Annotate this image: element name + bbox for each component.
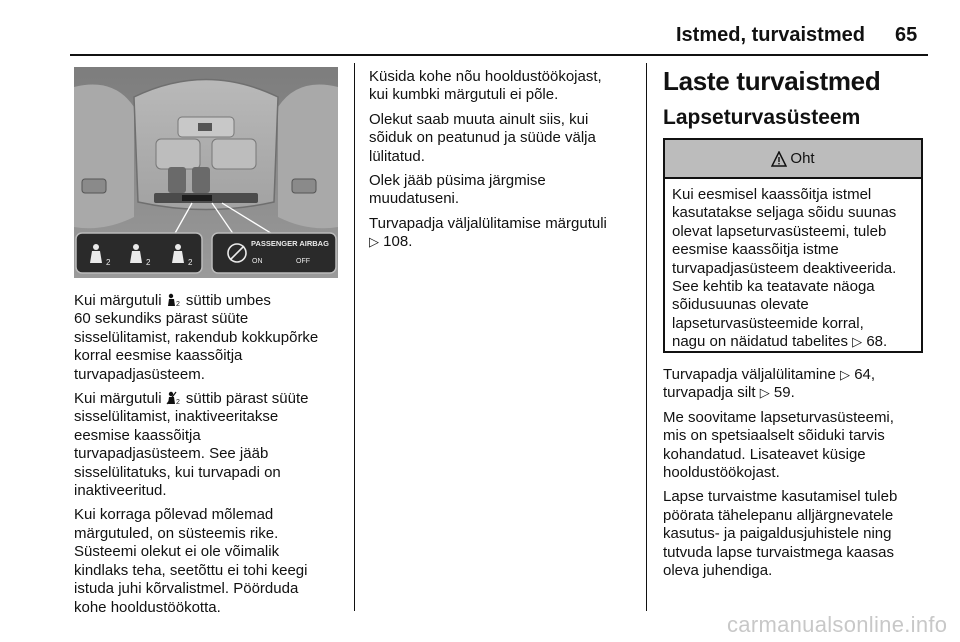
page-reference-arrow-icon: ▷ <box>840 367 851 382</box>
svg-text:2: 2 <box>146 258 151 267</box>
column-divider-left <box>354 63 355 611</box>
section-title: Laste turvaistmed <box>663 66 881 96</box>
svg-text:OFF: OFF <box>296 258 310 265</box>
column-divider-right <box>646 63 647 611</box>
page-reference-link[interactable]: 68. <box>866 333 888 351</box>
paragraph: Lapse turvaistme kasutamisel tuleb pöörata tähelepanu alljärgnevatele kasutus- ja paigaldusjuhistele ning tutvuda lapse turvaistmega kaasas oleva juhendiga. <box>663 488 898 580</box>
overhead-console-figure <box>74 67 338 278</box>
paragraph: Kui märgutuli 2 süttib pärast süüte sisselülitamist, inaktiveeritakse eesmise kaassõitja turvapadjasüsteem. See jääb sisselülitatuks, kui turvapadi on inaktiveeritud. <box>74 390 309 500</box>
svg-text:PASSENGER AIRBAG: PASSENGER AIRBAG <box>251 239 329 248</box>
paragraph: Olekut saab muuta ainult siis, kui sõiduk on peatunud ja süüde välja lülitatud. <box>369 110 596 165</box>
warning-label: Oht <box>790 150 815 167</box>
page-reference-arrow-icon: ▷ <box>369 234 379 250</box>
paragraph: Küsida kohe nõu hooldustöökojast, kui kumbki märgutuli ei põle. <box>369 68 602 104</box>
warning-text: Kui eesmisel kaassõitja istmel kasutatakse seljaga sõidu suunas olevat lapseturvasüsteemi, tuleb eesmise kaassõitja istme turvapadjasüsteem deaktiveerida. See kehtib ka teatavate näoga sõidusuunas olevate lapseturvasüsteemide korral, nagu on näidatud tabelites ▷ 68. <box>672 186 897 351</box>
running-header-title: Istmed, turvaistmed <box>676 24 865 46</box>
overhead-console-illustration <box>74 67 338 278</box>
left-column <box>74 292 344 623</box>
subsection-title: Lapseturvasüsteem <box>663 106 861 129</box>
watermark: carmanualsonline.info <box>727 612 948 637</box>
warning-box <box>663 138 923 353</box>
right-column-body <box>663 366 933 586</box>
page-reference-link[interactable]: 64, <box>854 366 876 383</box>
paragraph: Kui korraga põlevad mõlemad märgutuled, on süsteemis rike. Süsteemi olekut ei ole võimalik kindlaks teha, seetõttu ei tohi keegi istuda juhi kõrvalistmel. Pöörduda kohe hooldustöökotta. <box>74 506 308 616</box>
paragraph: Turvapadja väljalülitamine ▷ 64, turvapadja silt ▷ 59. <box>663 366 876 402</box>
page-reference-arrow-icon: ▷ <box>852 334 863 350</box>
svg-text:2: 2 <box>188 258 193 267</box>
warning-triangle-icon <box>771 151 787 167</box>
warning-header <box>665 140 921 179</box>
airbag-on-indicator-icon <box>166 293 182 307</box>
paragraph: Olek jääb püsima järgmise muudatuseni. <box>369 172 546 208</box>
paragraph: Me soovitame lapseturvasüsteemi, mis on spetsiaalselt sõiduki tarvis kohandatud. Lisateavet küsige hooldustöökojast. <box>663 408 894 482</box>
header-rule <box>70 54 928 56</box>
airbag-off-indicator-icon <box>166 391 182 405</box>
page-reference-arrow-icon: ▷ <box>759 385 770 401</box>
middle-column <box>369 68 639 258</box>
svg-text:ON: ON <box>252 258 263 265</box>
svg-text:2: 2 <box>106 258 111 267</box>
svg-text:2: 2 <box>175 301 180 307</box>
paragraph: Kui märgutuli 2 süttib umbes 60 sekundiks pärast süüte sisselülitamist, rakendub kokkupõrke korral eesmise kaassõitja turvapadjasüsteem. <box>74 292 319 383</box>
svg-text:2: 2 <box>175 399 180 406</box>
page-number: 65 <box>895 24 918 46</box>
page-reference-link[interactable]: 59. <box>773 384 795 402</box>
paragraph: Turvapadja väljalülitamise märgutuli ▷ 108. <box>369 214 607 251</box>
page-reference-link[interactable]: 108. <box>383 233 413 251</box>
